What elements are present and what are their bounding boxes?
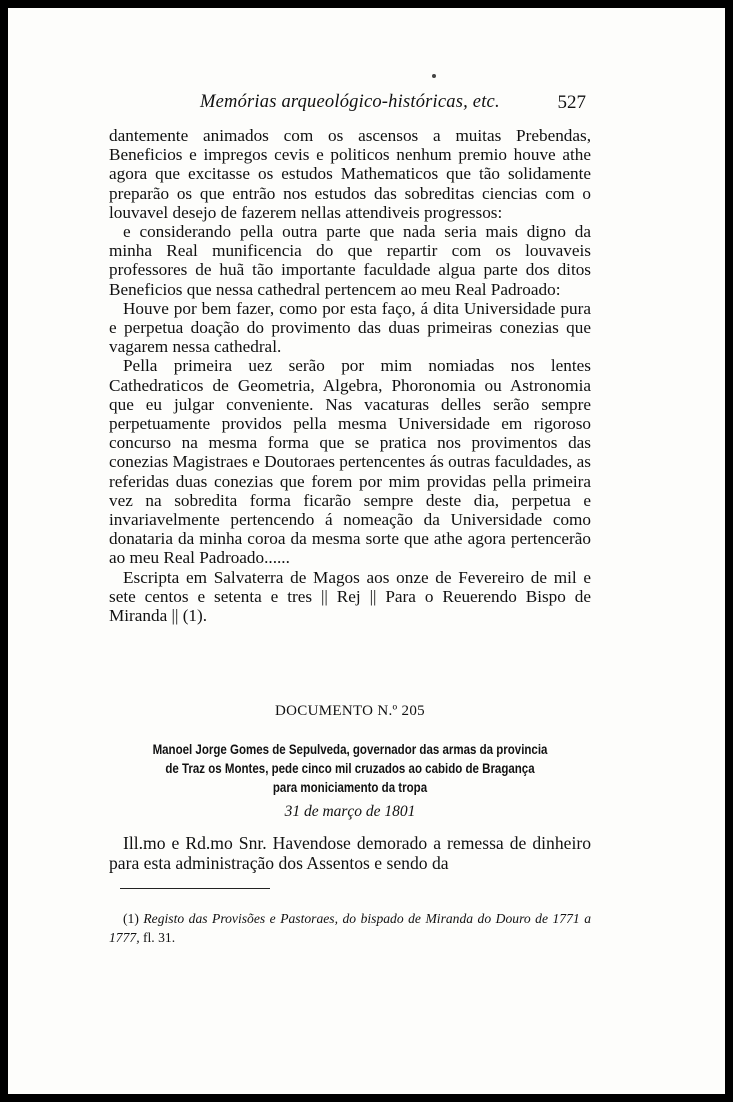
summary-line-1: Manoel Jorge Gomes de Sepulveda, governador das armas da provincia [152,742,548,757]
footnote [109,910,591,947]
paragraph-5: Escripta em Salvaterra de Magos aos onze de Fevereiro de mil e sete centos e setenta e tres || Rej || Para o Reuerendo Bispo de Miranda || (1). [109,567,591,626]
document-sheet [8,8,725,1094]
page-number: 527 [557,92,586,113]
paragraph-1: dantemente animados com os ascensos a muitas Prebendas, Beneficios e impregos cevis e politicos nenhum premio houve athe agora que excitasse os estudos Mathematicos que tão solidamente preparão os que entrão nos estudos das sobreditas ciencias com o louvavel desejo de fazerem nellas attendiveis progressos: [109,126,591,222]
summary-line-3: para moniciamento da tropa [272,780,428,795]
footnote-folio: fl. 31. [143,929,176,945]
document-title: DOCUMENTO N.º 205 [275,703,425,719]
paragraph-4: Pella primeira uez serão por mim nomiadas nos lentes Cathedraticos de Geometria, Algebra, Phoronomia ou Astronomia que eu julgar conveniente. Nas vacaturas delles serão sempre perpetuamente providos pella mesma Universidade em rigoroso concurso na mesma forma que se pratica nos provimentos das conezias Magistraes e Doutoraes pertencentes ás outras faculdades, as referidas duas conezias que forem por mim providas pella primeira vez na sobredita forma ficarão sempre deste dia, perpetua e invariavelmente pertencendo á nomeação da Universidade como donataria da minha coroa da mesma sorte que athe agora pertencerão ao meu Real Padroado...... [109,356,591,568]
print-mark [432,74,436,78]
paragraph-2: e considerando pella outra parte que nada seria mais digno da minha Real munificencia do que repartir com os louvaveis professores de huã tão importante faculdade algua parte dos ditos Beneficios que nessa cathedral pertencem ao meu Real Padroado: [109,222,591,299]
footnote-source: Registo das Provisões e Pastoraes, do bispado de Miranda do Douro de 1771 a 1777, [109,911,591,945]
document-date: 31 de março de 1801 [284,803,416,820]
letter-opening: Ill.mo e Rd.mo Snr. Havendose demorado a remessa de dinheiro para esta administração dos Assentos e sendo da [109,833,591,873]
footnote-marker: (1) [123,911,139,926]
page-header [194,90,594,120]
summary-line-2: de Traz os Montes, pede cinco mil cruzados ao cabido de Bragança [165,761,535,776]
paragraph-3: Houve por bem fazer, como por esta faço, á dita Universidade pura e perpetua doação do provimento das duas primeiras conezias que vagarem nessa cathedral. [109,298,591,357]
running-title: Memórias arqueológico-históricas, etc. [200,92,500,112]
footnote-divider [120,888,270,889]
main-text [109,126,591,625]
document-summary [143,740,558,797]
